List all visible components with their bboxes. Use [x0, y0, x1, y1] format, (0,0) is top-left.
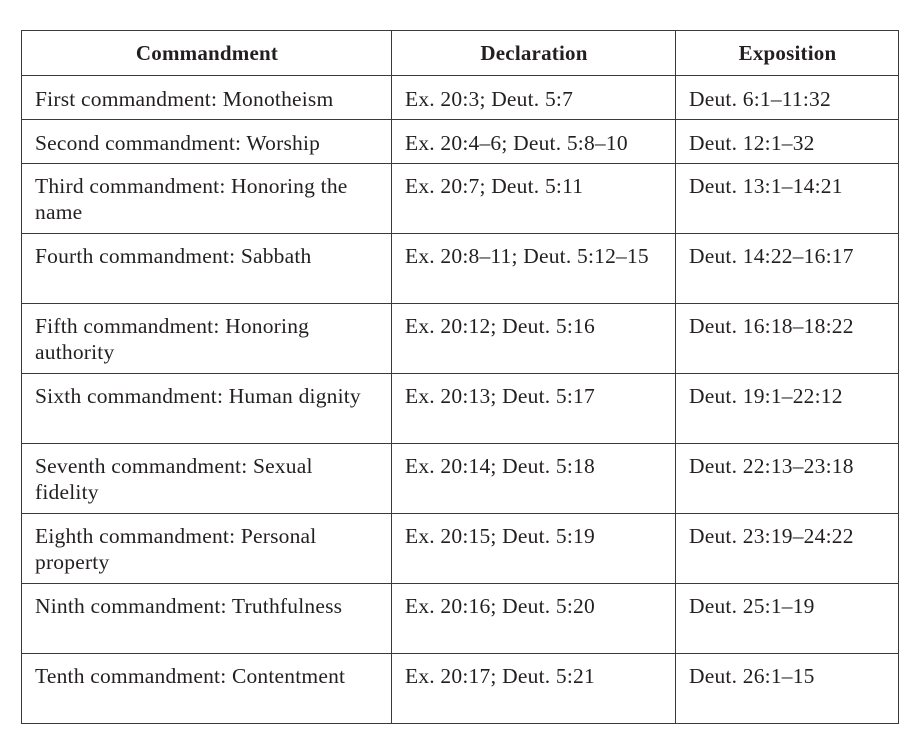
- table-row: [22, 76, 899, 120]
- commandment-cell: Fourth commandment: Sabbath: [22, 234, 392, 304]
- table-row: [22, 234, 899, 304]
- table-row: [22, 584, 899, 654]
- commandment-cell: Sixth commandment: Human dignity: [22, 374, 392, 444]
- header-row: [22, 31, 899, 76]
- exposition-cell: Deut. 16:18–18:22: [676, 304, 899, 374]
- exposition-cell: Deut. 25:1–19: [676, 584, 899, 654]
- exposition-cell: Deut. 6:1–11:32: [676, 76, 899, 120]
- header-declaration: Declaration: [392, 31, 676, 76]
- exposition-cell: Deut. 13:1–14:21: [676, 164, 899, 234]
- commandment-cell: Eighth commandment: Personal property: [22, 514, 392, 584]
- declaration-cell: Ex. 20:12; Deut. 5:16: [392, 304, 676, 374]
- declaration-cell: Ex. 20:14; Deut. 5:18: [392, 444, 676, 514]
- commandment-cell: Third commandment: Honoring the name: [22, 164, 392, 234]
- table-row: [22, 374, 899, 444]
- commandments-table: [21, 30, 899, 724]
- commandment-cell: Fifth commandment: Honoring authority: [22, 304, 392, 374]
- declaration-cell: Ex. 20:16; Deut. 5:20: [392, 584, 676, 654]
- declaration-cell: Ex. 20:17; Deut. 5:21: [392, 654, 676, 724]
- declaration-cell: Ex. 20:15; Deut. 5:19: [392, 514, 676, 584]
- table-row: [22, 444, 899, 514]
- table-row: [22, 164, 899, 234]
- declaration-cell: Ex. 20:7; Deut. 5:11: [392, 164, 676, 234]
- header-exposition: Exposition: [676, 31, 899, 76]
- commandment-cell: Ninth commandment: Truthfulness: [22, 584, 392, 654]
- declaration-cell: Ex. 20:8–11; Deut. 5:12–15: [392, 234, 676, 304]
- declaration-cell: Ex. 20:3; Deut. 5:7: [392, 76, 676, 120]
- commandment-cell: First commandment: Monotheism: [22, 76, 392, 120]
- exposition-cell: Deut. 12:1–32: [676, 120, 899, 164]
- exposition-cell: Deut. 19:1–22:12: [676, 374, 899, 444]
- commandment-cell: Second commandment: Worship: [22, 120, 392, 164]
- exposition-cell: Deut. 14:22–16:17: [676, 234, 899, 304]
- exposition-cell: Deut. 22:13–23:18: [676, 444, 899, 514]
- commandment-cell: Seventh commandment: Sexual fidelity: [22, 444, 392, 514]
- table-row: [22, 120, 899, 164]
- header-commandment: Commandment: [22, 31, 392, 76]
- exposition-cell: Deut. 23:19–24:22: [676, 514, 899, 584]
- declaration-cell: Ex. 20:4–6; Deut. 5:8–10: [392, 120, 676, 164]
- declaration-cell: Ex. 20:13; Deut. 5:17: [392, 374, 676, 444]
- table-row: [22, 654, 899, 724]
- table-row: [22, 304, 899, 374]
- table-row: [22, 514, 899, 584]
- commandment-cell: Tenth commandment: Contentment: [22, 654, 392, 724]
- exposition-cell: Deut. 26:1–15: [676, 654, 899, 724]
